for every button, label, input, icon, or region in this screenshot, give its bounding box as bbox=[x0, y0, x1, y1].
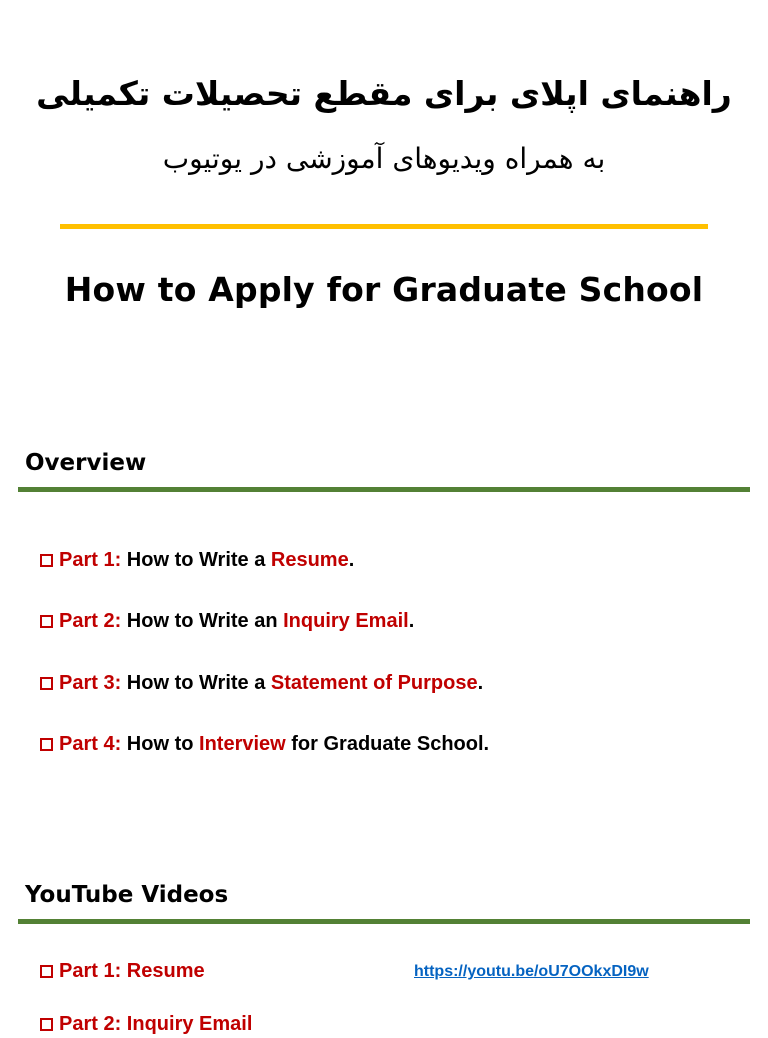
videos-heading: YouTube Videos bbox=[25, 882, 229, 908]
video-label: Part 1: Resume bbox=[59, 960, 205, 982]
part-label: Part 2: bbox=[59, 610, 122, 632]
item-keyword: Inquiry Email bbox=[283, 610, 409, 632]
item-suffix: . bbox=[477, 672, 484, 694]
overview-item bbox=[40, 546, 354, 574]
item-suffix: for Graduate School. bbox=[285, 733, 490, 755]
checkbox-icon bbox=[40, 1018, 53, 1031]
persian-subtitle: به همراه ویدیوهای آموزشی در یوتیوب bbox=[162, 142, 606, 175]
video-label: Part 2: Inquiry Email bbox=[59, 1013, 253, 1035]
overview-divider bbox=[18, 487, 750, 492]
part-label: Part 3: bbox=[59, 672, 122, 694]
checkbox-icon bbox=[40, 738, 53, 751]
item-suffix: . bbox=[348, 549, 355, 571]
item-suffix: . bbox=[408, 610, 415, 632]
overview-heading: Overview bbox=[25, 450, 147, 476]
english-title: How to Apply for Graduate School bbox=[64, 270, 704, 309]
part-label: Part 4: bbox=[59, 733, 122, 755]
video-item bbox=[40, 1010, 252, 1038]
videos-divider bbox=[18, 919, 750, 924]
overview-item bbox=[40, 669, 483, 697]
checkbox-icon bbox=[40, 554, 53, 567]
yellow-divider bbox=[60, 224, 708, 229]
persian-title: راهنمای اپلای برای مقطع تحصیلات تکمیلی bbox=[36, 74, 732, 113]
video-item bbox=[40, 957, 205, 985]
item-text: How to Write a bbox=[121, 672, 271, 694]
item-text: How to bbox=[121, 733, 200, 755]
part-label: Part 1: bbox=[59, 549, 122, 571]
item-text: How to Write a bbox=[121, 549, 271, 571]
checkbox-icon bbox=[40, 677, 53, 690]
item-text: How to Write an bbox=[121, 610, 284, 632]
checkbox-icon bbox=[40, 615, 53, 628]
item-keyword: Resume bbox=[270, 549, 349, 571]
overview-item bbox=[40, 607, 414, 635]
item-keyword: Statement of Purpose bbox=[270, 672, 478, 694]
video-link[interactable]: https://youtu.be/oU7OOkxDI9w bbox=[414, 963, 649, 980]
overview-item bbox=[40, 730, 489, 758]
item-keyword: Interview bbox=[199, 733, 286, 755]
checkbox-icon bbox=[40, 965, 53, 978]
